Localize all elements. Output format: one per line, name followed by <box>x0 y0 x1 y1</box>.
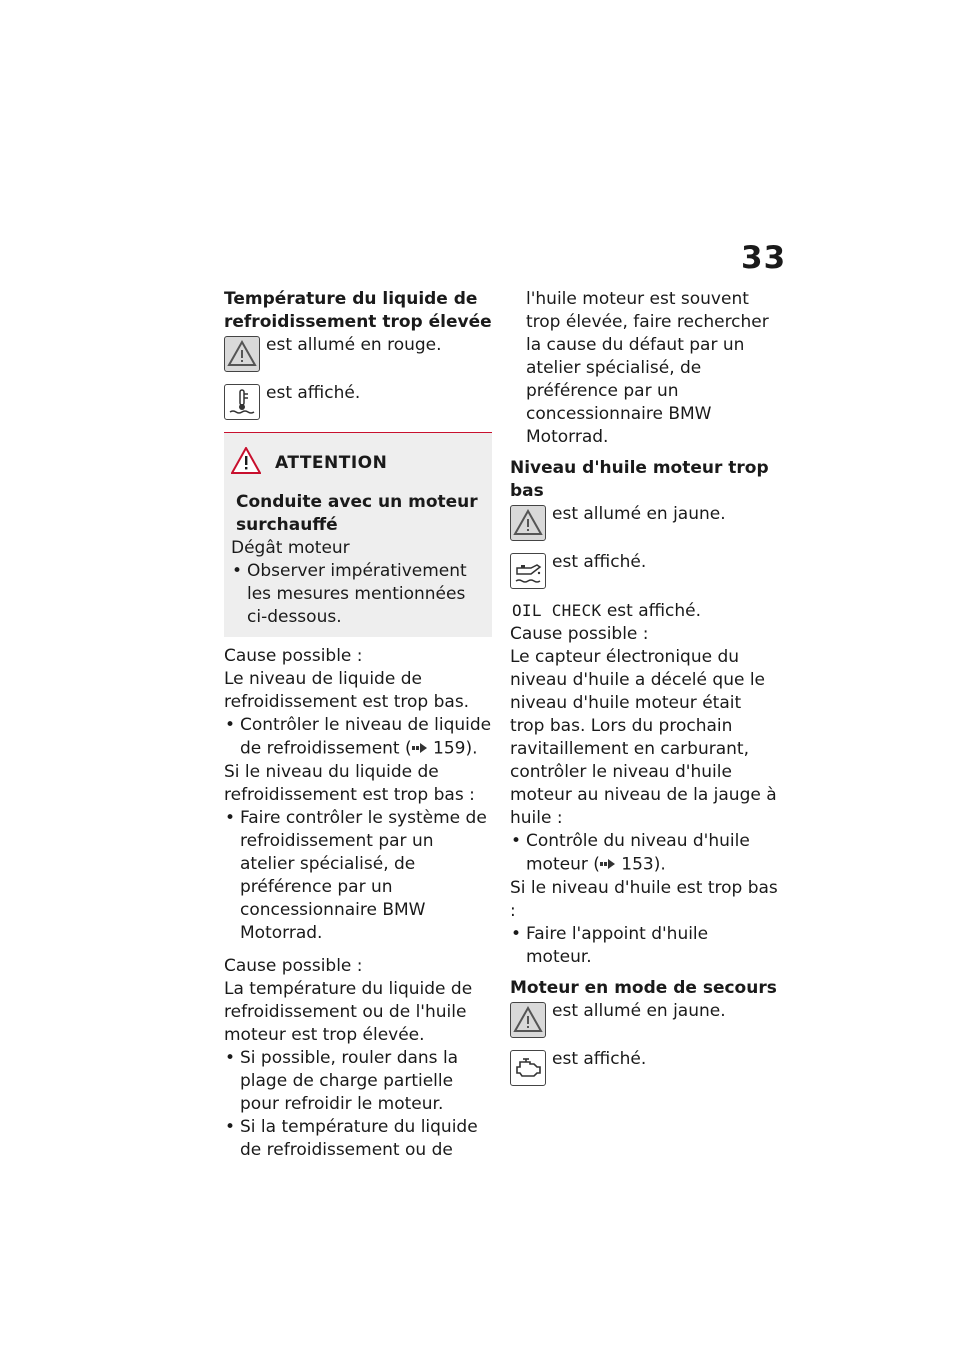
page-reference-arrow-icon <box>600 853 616 876</box>
symbol-row-oil <box>510 553 778 589</box>
oil-check-line: OIL CHECK est affiché. <box>512 601 702 621</box>
bullet-workshop: • Faire contrôler le système de refroidissement par un atelier spécialisé, de préférence par un concessionnaire BMW Motorrad. <box>224 807 492 945</box>
symbol-text: est affiché. <box>552 1048 647 1069</box>
symbol-row-warning-yellow <box>510 1002 778 1038</box>
condition-text: Si le niveau du liquide de refroidissement est trop bas : <box>224 761 475 805</box>
cause-label: Cause possible : <box>510 624 649 644</box>
column-left <box>224 288 492 1162</box>
caution-triangle-icon <box>231 447 261 479</box>
symbol-text: est affiché. <box>552 552 647 572</box>
warning-bullet: • Observer impérativement les mesures mentionnées ci-dessous. <box>231 560 484 629</box>
symbol-text: est allumé en jaune. <box>552 504 726 524</box>
symbol-text: est allumé en rouge. <box>266 335 442 355</box>
cause-label: Cause possible : <box>224 955 363 976</box>
symbol-text: est affiché. <box>266 383 361 403</box>
cause-text: Le niveau de liquide de refroidissement est trop bas. <box>224 669 470 712</box>
section-heading-oil-level: Niveau d'huile moteur trop bas <box>510 458 769 501</box>
general-warning-icon <box>224 336 260 372</box>
symbol-row-warning-red <box>224 336 492 372</box>
bullet-temperature: • Si la température du liquide de refroidissement ou de <box>224 1116 492 1162</box>
engine-icon <box>510 1050 546 1086</box>
coolant-temperature-icon <box>224 384 260 420</box>
cause-text: Le capteur électronique du niveau d'huile a décelé que le niveau d'huile moteur était trop bas. Lors du prochain ravitaillement en carburant, contrôler le niveau d'huile moteur au niveau de la jauge à huile : <box>510 647 777 828</box>
bullet-top-up: • Faire l'appoint d'huile moteur. <box>510 923 778 969</box>
warning-box <box>224 432 492 637</box>
page-reference[interactable]: 153 <box>621 854 654 875</box>
general-warning-icon <box>510 1002 546 1038</box>
page-number: 33 <box>741 240 787 276</box>
page-reference-arrow-icon <box>412 737 428 760</box>
condition-text: Si le niveau d'huile est trop bas : <box>510 877 778 921</box>
cause-label: Cause possible : <box>224 646 363 666</box>
oil-can-icon <box>510 553 546 589</box>
warning-header <box>231 447 484 479</box>
bullet-check-oil: • Contrôle du niveau d'huile moteur ( 153). <box>510 830 778 877</box>
section-heading-limp-mode: Moteur en mode de secours <box>510 977 777 998</box>
continued-text: l'huile moteur est souvent trop élevée, faire rechercher la cause du défaut par un atelier spécialisé, de préférence par un concessionnaire BMW Motorrad. <box>526 289 769 447</box>
symbol-row-engine <box>510 1050 778 1086</box>
symbol-text: est allumé en jaune. <box>552 1000 726 1021</box>
bullet-partial-load: • Si possible, rouler dans la plage de charge partielle pour refroidir le moteur. <box>224 1047 492 1116</box>
general-warning-icon <box>510 505 546 541</box>
bullet-check-coolant: • Contrôler le niveau de liquide de refroidissement ( 159). <box>224 714 492 761</box>
symbol-row-warning-yellow <box>510 505 778 541</box>
cause-text: La température du liquide de refroidissement ou de l'huile moteur est trop élevée. <box>224 978 473 1045</box>
display-code: OIL CHECK <box>512 601 602 620</box>
warning-consequence: Dégât moteur <box>231 538 350 558</box>
warning-title: ATTENTION <box>275 453 388 473</box>
column-right <box>510 288 778 1086</box>
section-heading-coolant: Température du liquide de refroidissement trop élevée <box>224 289 492 332</box>
warning-subtitle: Conduite avec un moteur surchauffé <box>236 492 478 535</box>
symbol-row-coolant <box>224 384 492 420</box>
page-reference[interactable]: 159 <box>433 738 466 759</box>
